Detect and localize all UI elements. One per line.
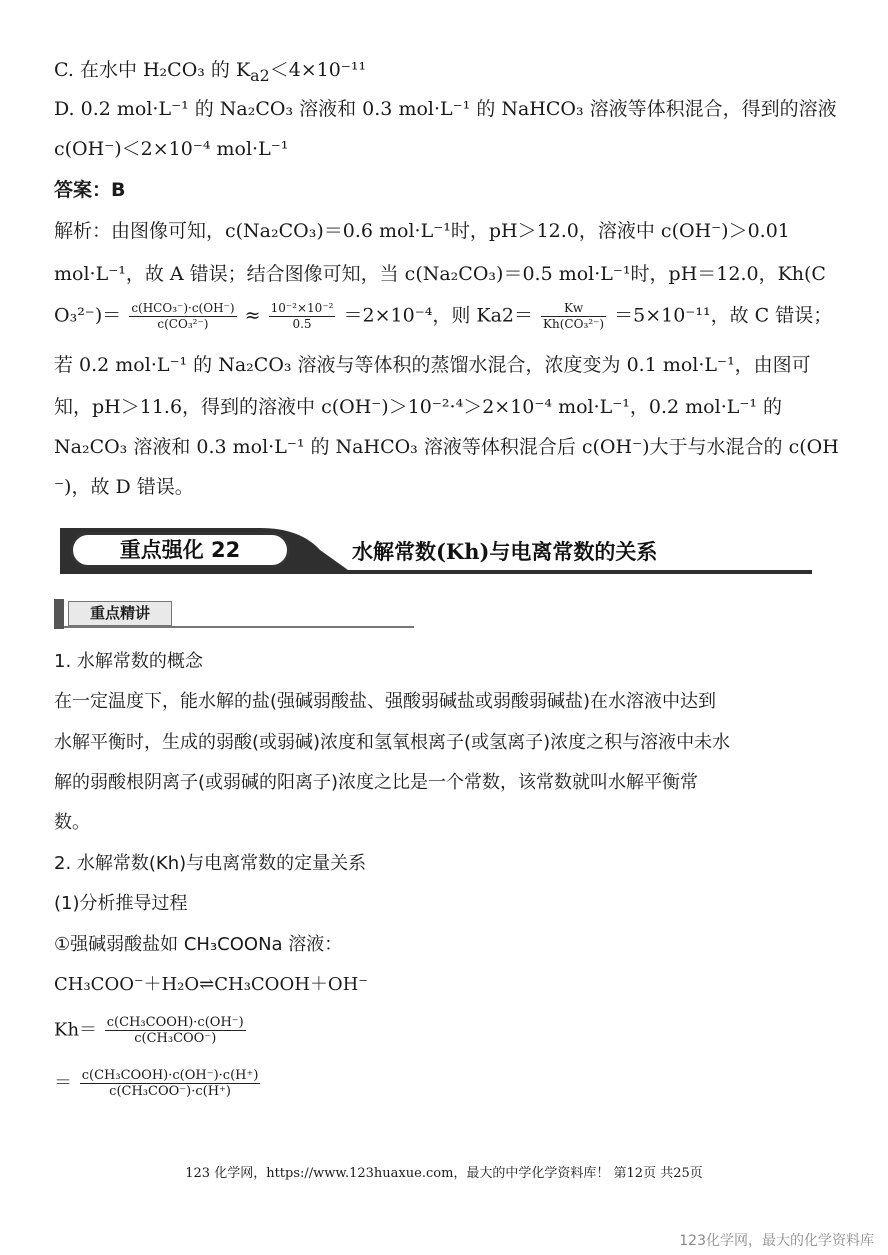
hydrolysis-equation: CH₃COO⁻＋H₂O⇌CH₃COOH＋OH⁻ bbox=[54, 974, 368, 995]
section-tag: 重点强化 22 bbox=[70, 532, 290, 568]
kh-expression-2 bbox=[54, 1068, 262, 1099]
kh-fraction-den: c(CH₃COO⁻) bbox=[134, 1031, 217, 1046]
kh-fraction-2-num: c(CH₃COOH)·c(OH⁻)·c(H⁺) bbox=[81, 1068, 259, 1083]
heading-1: 1. 水解常数的概念 bbox=[54, 651, 203, 672]
heading-2: 2. 水解常数(Kh)与电离常数的定量关系 bbox=[54, 853, 367, 874]
page-footer: 123 化学网，https://www.123huaxue.com，最大的中学化学资料库！ 第12页 共25页 bbox=[185, 1166, 703, 1181]
fraction-kh-den: c(CO₃²⁻) bbox=[157, 317, 209, 331]
analysis-line3-post: ＝5×10⁻¹¹，故 C 错误； bbox=[614, 304, 833, 327]
fraction-kh-num: c(HCO₃⁻)·c(OH⁻) bbox=[131, 301, 235, 315]
kh-expression bbox=[54, 1015, 248, 1046]
paragraph-line1: 在一定温度下，能水解的盐(强碱弱酸盐、强酸弱碱盐或弱酸弱碱盐)在水溶液中达到 bbox=[54, 691, 717, 712]
fraction-value-num: 10⁻²×10⁻² bbox=[270, 301, 334, 315]
sub-banner-label: 重点精讲 bbox=[68, 601, 172, 626]
fraction-ka2 bbox=[541, 301, 606, 332]
analysis-line3-mid: ＝2×10⁻⁴，则 Ka2＝ bbox=[343, 304, 533, 327]
analysis-line6: Na₂CO₃ 溶液和 0.3 mol·L⁻¹ 的 NaHCO₃ 溶液等体积混合后 c(OH⁻)大于与水混合的 c(OH bbox=[54, 436, 839, 458]
kh-label: Kh＝ bbox=[54, 1019, 98, 1041]
analysis-line3 bbox=[54, 301, 832, 332]
option-c: C. 在水中 H₂CO₃ 的 $K_{a2}<4\times 10^{-11}$ bbox=[54, 59, 367, 85]
fraction-kh bbox=[129, 301, 236, 332]
analysis-line7: ⁻)，故 D 错误。 bbox=[54, 476, 194, 498]
fraction-ka2-den: Kh(CO₃²⁻) bbox=[543, 317, 605, 331]
option-d-line1: D. 0.2 mol·L⁻¹ 的 Na₂CO₃ 溶液和 0.3 mol·L⁻¹ 的 NaHCO₃ 溶液等体积混合，得到的溶液 bbox=[54, 98, 837, 120]
kh-fraction bbox=[105, 1015, 246, 1046]
analysis-line4: 若 0.2 mol·L⁻¹ 的 Na₂CO₃ 溶液与等体积的蒸馏水混合，浓度变为 0.1 mol·L⁻¹，由图可 bbox=[54, 354, 811, 376]
sub-banner-bar bbox=[54, 599, 64, 629]
section-banner bbox=[60, 524, 812, 576]
step-1: (1)分析推导过程 bbox=[54, 893, 188, 914]
section-title: 水解常数(Kh)与电离常数的关系 bbox=[352, 539, 658, 564]
fraction-value bbox=[269, 301, 336, 332]
watermark: 123化学网，最大的化学资料库 bbox=[679, 1233, 874, 1249]
analysis-line3-approx: ≈ bbox=[244, 304, 261, 327]
analysis-line1: 解析：由图像可知，c(Na₂CO₃)＝0.6 mol·L⁻¹时，pH＞12.0，溶液中 c(OH⁻)＞0.01 bbox=[54, 220, 790, 242]
kh-fraction-2 bbox=[80, 1068, 261, 1099]
analysis-line2: mol·L⁻¹，故 A 错误；结合图像可知，当 c(Na₂CO₃)＝0.5 mol·L⁻¹时，pH＝12.0，Kh(C bbox=[54, 263, 826, 285]
option-d-line2: c(OH⁻)＜2×10⁻⁴ mol·L⁻¹ bbox=[54, 138, 289, 160]
paragraph-line4: 数。 bbox=[54, 812, 90, 833]
analysis-line3-pre: O₃²⁻)＝ bbox=[54, 304, 122, 327]
analysis-line5: 知，pH＞11.6，得到的溶液中 c(OH⁻)＞10⁻²·⁴＞2×10⁻⁴ mol·L⁻¹，0.2 mol·L⁻¹ 的 bbox=[54, 396, 783, 418]
kh-fraction-num: c(CH₃COOH)·c(OH⁻) bbox=[106, 1015, 244, 1030]
sub-banner-rule bbox=[64, 626, 414, 628]
sub-banner bbox=[54, 599, 414, 629]
fraction-ka2-num: Kw bbox=[541, 301, 606, 317]
paragraph-line2: 水解平衡时，生成的弱酸(或弱碱)浓度和氢氧根离子(或氢离子)浓度之积与溶液中未水 bbox=[54, 732, 731, 753]
equals-sign: ＝ bbox=[54, 1072, 72, 1094]
step-1-salt: ①强碱弱酸盐如 CH₃COONa 溶液： bbox=[54, 934, 343, 955]
fraction-value-den: 0.5 bbox=[292, 317, 312, 331]
paragraph-line3: 解的弱酸根阴离子(或弱碱的阳离子)浓度之比是一个常数，该常数就叫水解平衡常 bbox=[54, 772, 699, 793]
kh-fraction-2-den: c(CH₃COO⁻)·c(H⁺) bbox=[109, 1084, 231, 1099]
answer: 答案：B bbox=[54, 179, 126, 201]
